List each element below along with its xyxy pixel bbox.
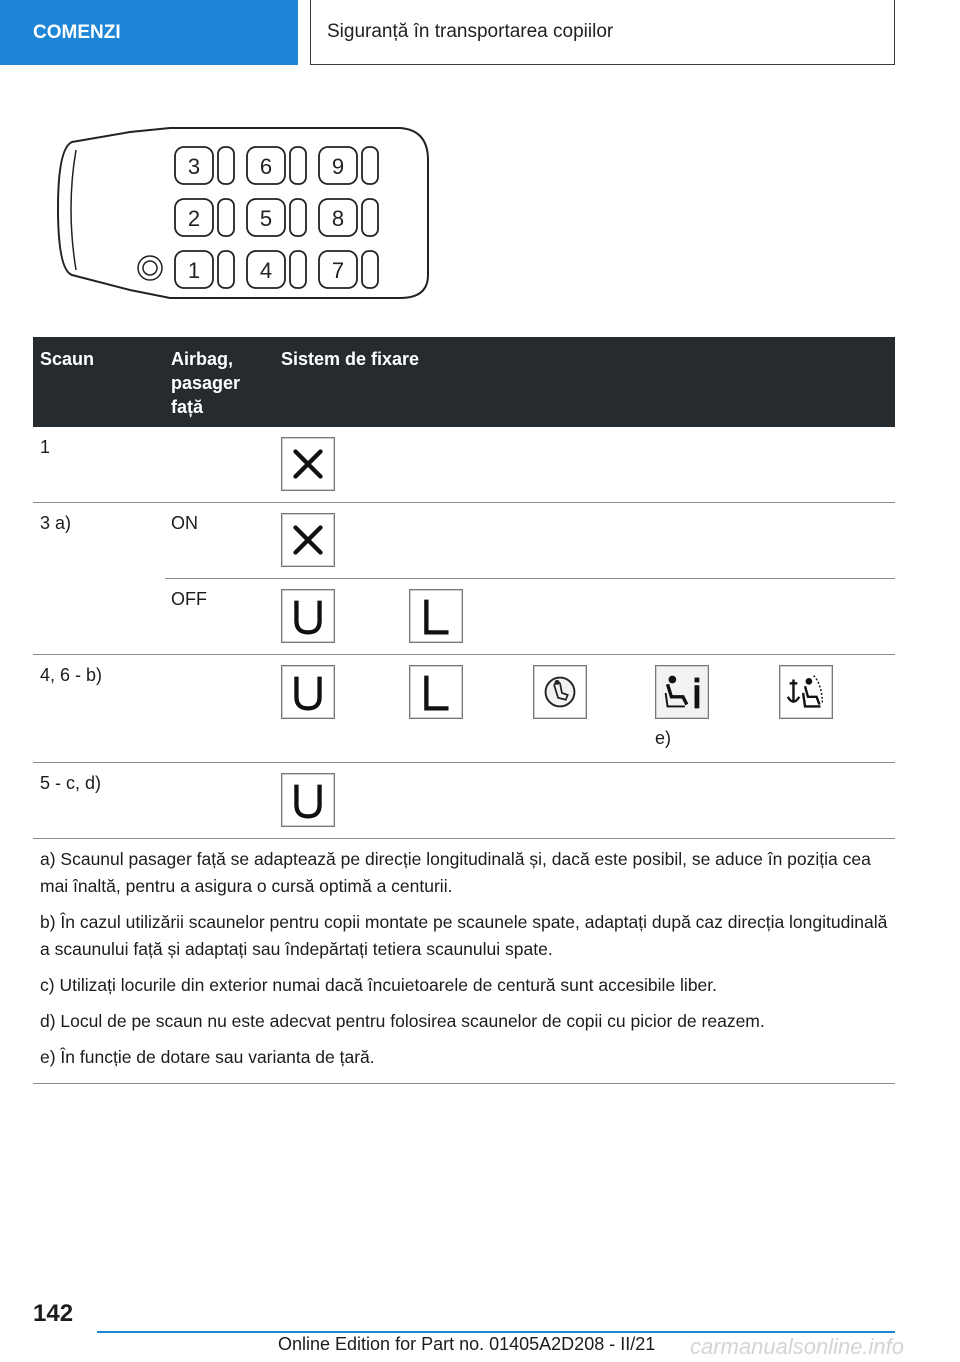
key-label: 2 <box>187 206 201 231</box>
universal-u-icon <box>281 589 335 643</box>
key-label: 6 <box>259 154 273 179</box>
seat-label: 3 a) <box>40 513 72 533</box>
footnote-d: d) Locul de pe scaun nu este adecvat pentru folosirea scaunelor de copii cu picior de reazem. <box>40 1011 765 1031</box>
seat-label: 4, 6 - b) <box>40 665 103 685</box>
seat-label: 5 - c, d) <box>40 773 102 793</box>
key-label: 4 <box>259 258 273 283</box>
header-system: Sistem de fixare <box>281 349 420 369</box>
child-seat-table <box>33 337 895 839</box>
table-row <box>33 503 895 655</box>
watermark: carmanualsonline.info <box>690 1334 905 1359</box>
footnote-b: b) În cazul utilizării scaunelor pentru copii montate pe scaunele spate, adaptați după caz direcția longitudinală a scaunului față și adaptați sau îndepărtați tetiera scaunului spate. <box>40 912 888 959</box>
section-label: COMENZI <box>33 21 121 43</box>
footnotes <box>33 836 895 1084</box>
header-seat: Scaun <box>40 349 95 369</box>
footnote-e: e) În funcție de dotare sau varianta de țară. <box>40 1047 375 1067</box>
table-row <box>33 655 895 763</box>
not-suitable-icon <box>281 437 335 491</box>
key-label: 5 <box>259 206 273 231</box>
table-row <box>33 763 895 839</box>
seat-position-diagram <box>50 120 440 305</box>
footnote-a: a) Scaunul pasager față se adaptează pe direcție longitudinală și, dacă este posibil, se aduce în poziția cea mai înaltă, pentru a asigura o cursă optimă a centurii. <box>40 849 871 896</box>
not-suitable-icon <box>281 513 335 567</box>
lateral-l-icon <box>409 589 463 643</box>
edition-text: Online Edition for Part no. 01405A2D208 - II/21 <box>278 1334 656 1354</box>
header-airbag: Airbag, pasager față <box>171 349 241 417</box>
key-label: 7 <box>331 258 345 283</box>
seat-label: 1 <box>40 437 51 457</box>
isofix-child-seat-icon <box>533 665 587 719</box>
airbag-off-label: OFF <box>171 589 207 609</box>
airbag-off-row <box>165 579 895 654</box>
key-label: 3 <box>187 154 201 179</box>
page-number: 142 <box>33 1300 74 1327</box>
airbag-on-label: ON <box>171 513 198 533</box>
key-label: 1 <box>187 258 201 283</box>
footnote-e-label: e) <box>655 728 672 748</box>
airbag-on-row <box>165 503 895 579</box>
section-tab[interactable] <box>0 0 298 65</box>
key-label: 8 <box>331 206 345 231</box>
footnote-c: c) Utilizați locurile din exterior numai dacă încuietoarele de centură sunt accesibile liber. <box>40 975 718 995</box>
table-header <box>33 337 895 427</box>
page-title <box>310 0 895 65</box>
universal-u-icon <box>281 665 335 719</box>
page-title-text: Siguranță în transportarea copiilor <box>327 21 614 42</box>
key-label: 9 <box>331 154 345 179</box>
universal-u-icon <box>281 773 335 827</box>
isofix-info-icon <box>655 665 709 719</box>
table-row <box>33 427 895 503</box>
lateral-l-icon <box>409 665 463 719</box>
isofix-anchor-icon <box>779 665 833 719</box>
footer-rule <box>97 1331 895 1333</box>
